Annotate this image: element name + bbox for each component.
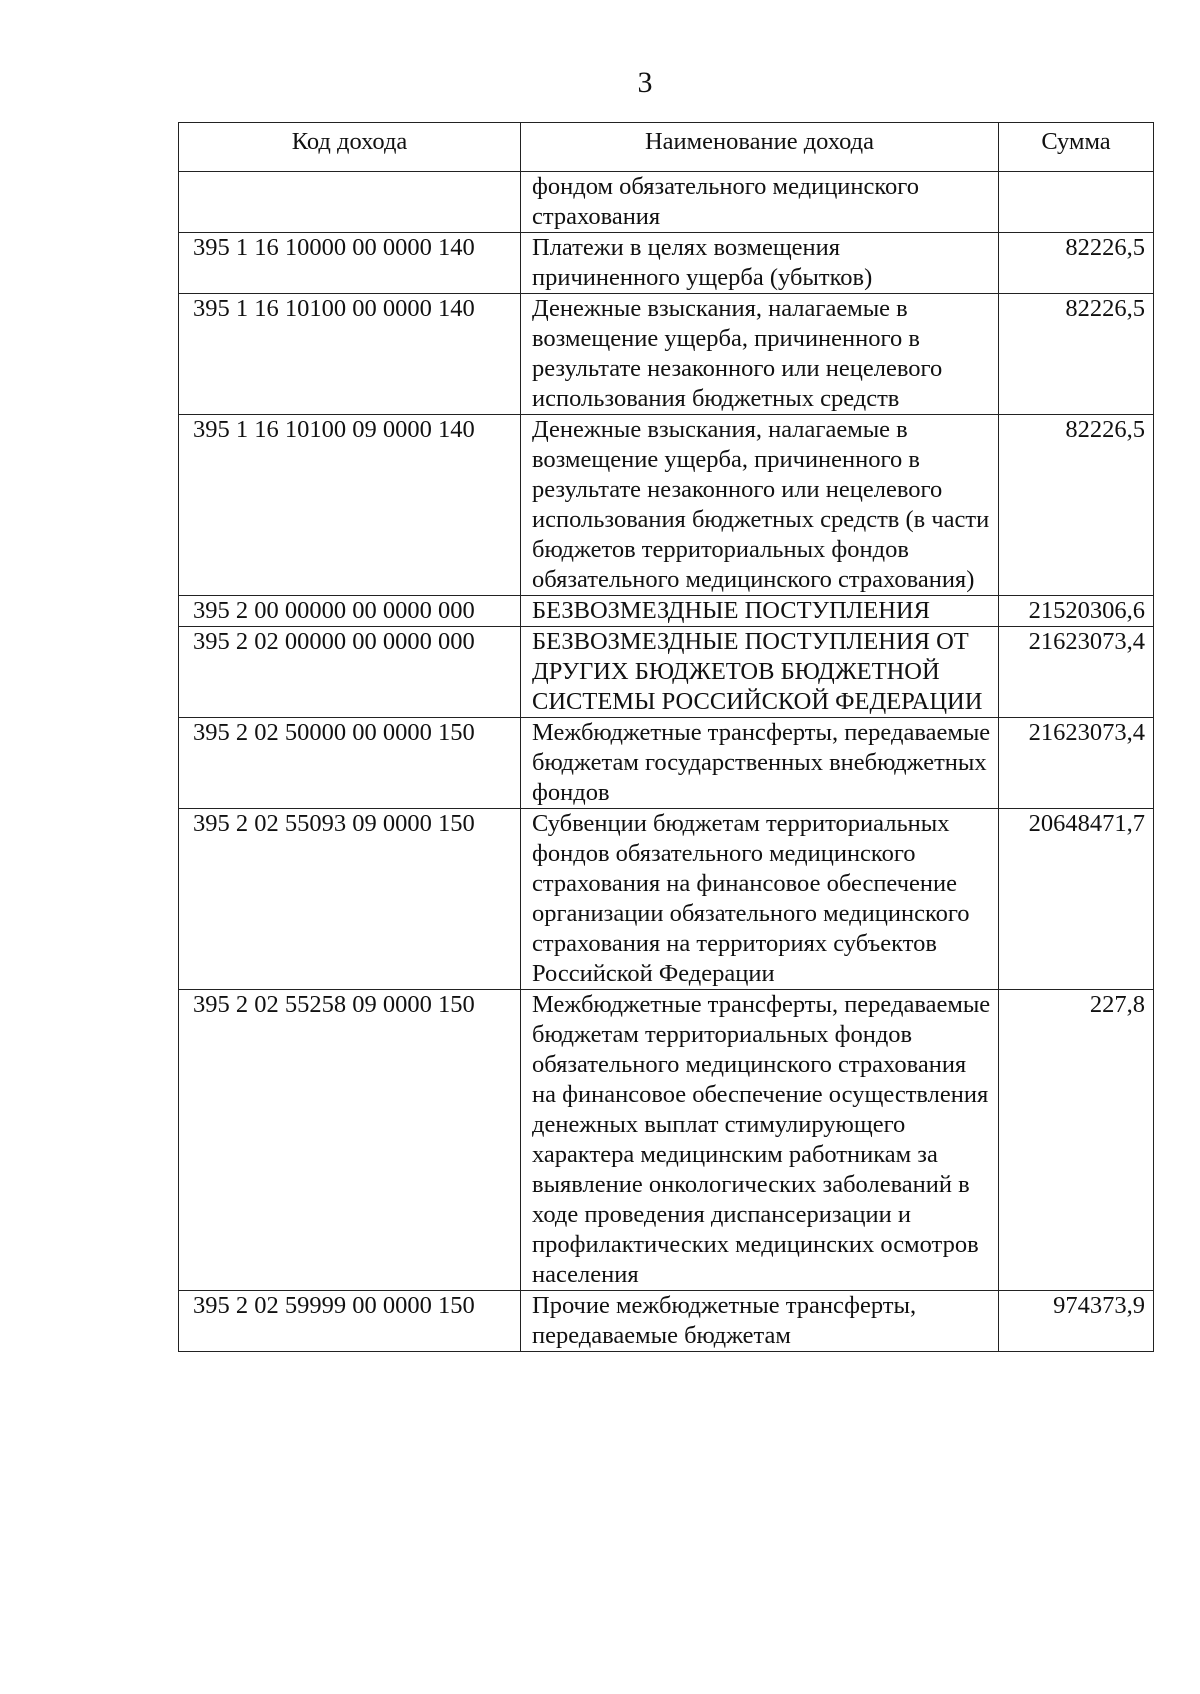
income-name-cell: Прочие межбюджетные трансферты, передаваемые бюджетам (521, 1291, 999, 1352)
income-name-cell: БЕЗВОЗМЕЗДНЫЕ ПОСТУПЛЕНИЯ ОТ ДРУГИХ БЮДЖЕТОВ БЮДЖЕТНОЙ СИСТЕМЫ РОССИЙСКОЙ ФЕДЕРАЦИИ (521, 627, 999, 718)
income-name-cell: Межбюджетные трансферты, передаваемые бюджетам территориальных фондов обязательного медицинского страхования на финансовое обеспечение осуществления денежных выплат стимулирующего характера медицинским работникам за выявление онкологических заболеваний в ходе проведения диспансеризации и профилактических медицинских осмотров населения (521, 990, 999, 1291)
income-sum-cell: 227,8 (999, 990, 1154, 1291)
header-name: Наименование дохода (521, 123, 999, 172)
income-sum-cell: 21520306,6 (999, 596, 1154, 627)
income-sum-cell (999, 172, 1154, 233)
income-name-cell: Денежные взыскания, налагаемые в возмещение ущерба, причиненного в результате незаконного или нецелевого использования бюджетных средств (521, 294, 999, 415)
income-sum-cell: 82226,5 (999, 415, 1154, 596)
table-row (179, 990, 1154, 1291)
table-row (179, 809, 1154, 990)
page-number: 3 (637, 66, 653, 99)
income-code-cell: 395 2 02 55093 09 0000 150 (179, 809, 521, 990)
income-code-cell: 395 2 02 50000 00 0000 150 (179, 718, 521, 809)
income-name-cell: Денежные взыскания, налагаемые в возмещение ущерба, причиненного в результате незаконного или нецелевого использования бюджетных средств (в части бюджетов территориальных фондов обязательного медицинского страхования) (521, 415, 999, 596)
income-name-cell: Платежи в целях возмещения причиненного ущерба (убытков) (521, 233, 999, 294)
table-row (179, 1291, 1154, 1352)
income-name-cell: фондом обязательного медицинского страхования (521, 172, 999, 233)
income-name-cell: Субвенции бюджетам территориальных фондов обязательного медицинского страхования на финансовое обеспечение организации обязательного медицинского страхования на территориях субъектов Российской Федерации (521, 809, 999, 990)
income-sum-cell: 21623073,4 (999, 718, 1154, 809)
income-table (178, 122, 1154, 1352)
income-code-cell: 395 2 02 59999 00 0000 150 (179, 1291, 521, 1352)
table-row (179, 718, 1154, 809)
income-sum-cell: 82226,5 (999, 294, 1154, 415)
table-row (179, 596, 1154, 627)
table-row (179, 172, 1154, 233)
income-sum-cell: 21623073,4 (999, 627, 1154, 718)
income-code-cell: 395 2 02 00000 00 0000 000 (179, 627, 521, 718)
income-name-cell: Межбюджетные трансферты, передаваемые бюджетам государственных внебюджетных фондов (521, 718, 999, 809)
income-name-cell: БЕЗВОЗМЕЗДНЫЕ ПОСТУПЛЕНИЯ (521, 596, 999, 627)
income-code-cell: 395 1 16 10000 00 0000 140 (179, 233, 521, 294)
header-sum: Сумма (999, 123, 1154, 172)
income-sum-cell: 20648471,7 (999, 809, 1154, 990)
table-row (179, 627, 1154, 718)
income-code-cell: 395 2 00 00000 00 0000 000 (179, 596, 521, 627)
table-row (179, 415, 1154, 596)
header-code: Код дохода (179, 123, 521, 172)
income-sum-cell: 82226,5 (999, 233, 1154, 294)
table-row (179, 233, 1154, 294)
income-code-cell: 395 2 02 55258 09 0000 150 (179, 990, 521, 1291)
income-sum-cell: 974373,9 (999, 1291, 1154, 1352)
income-code-cell: 395 1 16 10100 00 0000 140 (179, 294, 521, 415)
income-code-cell: 395 1 16 10100 09 0000 140 (179, 415, 521, 596)
table-header-row (179, 123, 1154, 172)
income-code-cell (179, 172, 521, 233)
table-row (179, 294, 1154, 415)
